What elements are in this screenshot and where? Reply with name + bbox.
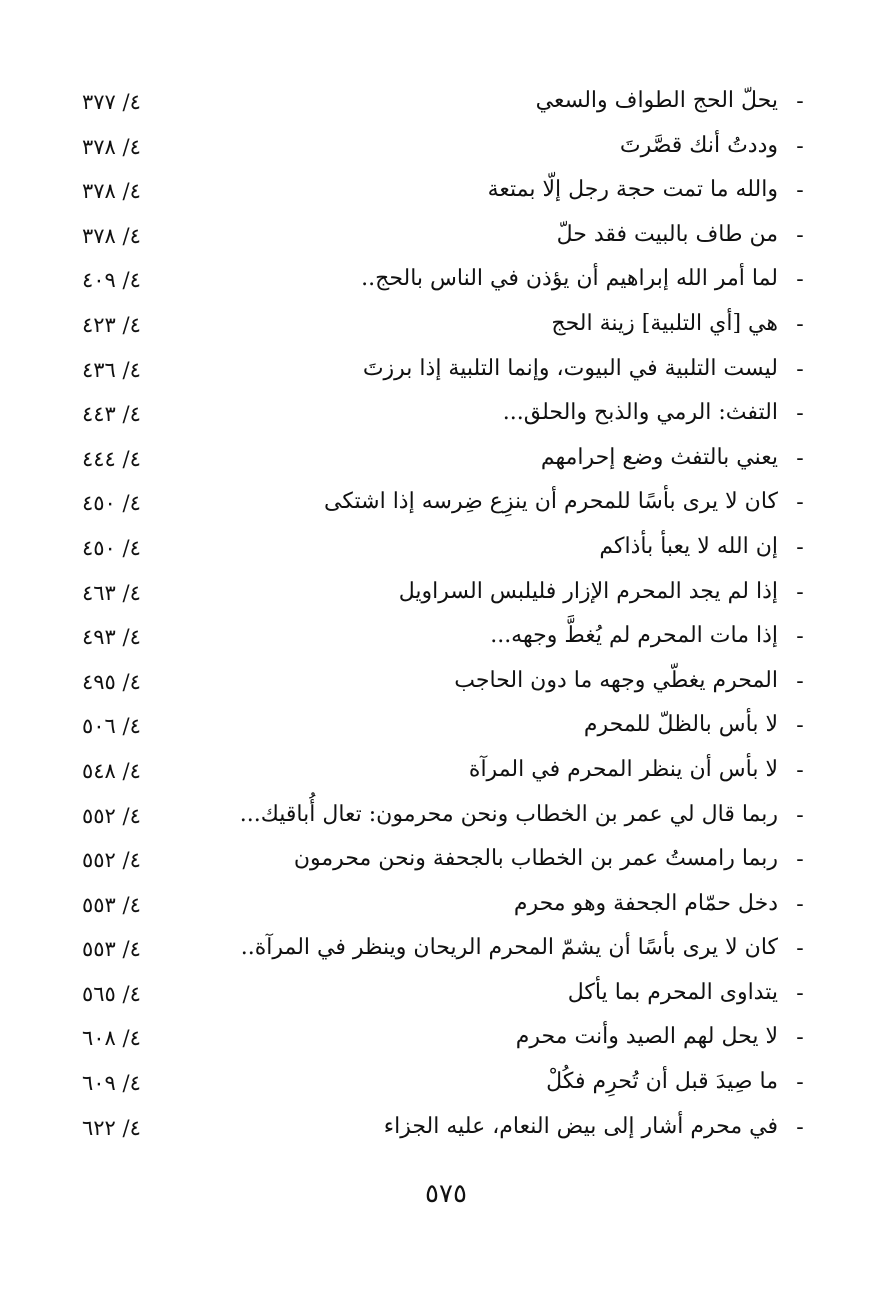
entry-reference: ٤/ ٦٠٨ xyxy=(82,1026,141,1051)
index-entry xyxy=(70,929,812,974)
entry-text: لا يحل لهم الصيد وأنت محرم xyxy=(515,1024,778,1050)
index-entry xyxy=(70,260,812,305)
index-entry xyxy=(70,974,812,1019)
index-entry-list xyxy=(70,82,812,1152)
entry-reference: ٤/ ٥٦٥ xyxy=(82,981,141,1006)
entry-reference: ٤/ ٤٩٥ xyxy=(82,669,141,694)
entry-dash: - xyxy=(796,891,804,917)
entry-text: يتداوى المحرم بما يأكل xyxy=(567,979,778,1005)
index-entry xyxy=(70,483,812,528)
entry-dash: - xyxy=(796,668,804,694)
index-entry xyxy=(70,617,812,662)
entry-reference: ٤/ ٣٧٨ xyxy=(82,223,141,248)
entry-text: ربما رامستُ عمر بن الخطاب بالجحفة ونحن محرمون xyxy=(293,846,778,872)
index-entry xyxy=(70,216,812,261)
index-entry xyxy=(70,1063,812,1108)
entry-reference: ٤/ ٥٥٣ xyxy=(82,937,141,962)
entry-reference: ٤/ ٦٠٩ xyxy=(82,1071,141,1096)
entry-reference: ٤/ ٣٧٧ xyxy=(82,90,141,114)
entry-text: في محرم أشار إلى بيض النعام، عليه الجزاء xyxy=(383,1113,778,1139)
entry-reference: ٤/ ٥٥٢ xyxy=(82,848,141,873)
entry-text: يحلّ الحج الطواف والسعي xyxy=(535,88,778,113)
entry-reference: ٤/ ٤٩٣ xyxy=(82,625,141,650)
entry-dash: - xyxy=(796,802,804,828)
entry-text: من طاف بالبيت فقد حلّ xyxy=(556,221,778,247)
entry-reference: ٤/ ٥٠٦ xyxy=(82,714,141,739)
entry-text: التفث: الرمي والذبح والحلق... xyxy=(502,400,778,426)
entry-dash: - xyxy=(796,490,804,516)
entry-reference: ٤/ ٤٦٣ xyxy=(82,580,141,605)
index-entry xyxy=(70,1018,812,1063)
entry-reference: ٤/ ٤٣٦ xyxy=(82,357,141,382)
entry-dash: - xyxy=(796,713,804,739)
entry-reference: ٤/ ٤٥٠ xyxy=(82,491,141,516)
entry-dash: - xyxy=(796,980,804,1006)
entry-reference: ٤/ ٤٤٣ xyxy=(82,402,141,427)
index-entry xyxy=(70,573,812,618)
entry-dash: - xyxy=(796,624,804,650)
entry-text: لما أمر الله إبراهيم أن يؤذن في الناس بالحج.. xyxy=(361,266,778,292)
index-entry xyxy=(70,350,812,395)
entry-reference: ٤/ ٥٤٨ xyxy=(82,758,141,783)
entry-text: هي [أي التلبية] زينة الحج xyxy=(551,310,778,336)
entry-reference: ٤/ ٣٧٨ xyxy=(82,179,141,204)
index-entry xyxy=(70,796,812,841)
entry-dash: - xyxy=(796,534,804,560)
index-entry xyxy=(70,528,812,573)
entry-text: لا بأس بالظلّ للمحرم xyxy=(583,712,778,738)
entry-text: والله ما تمت حجة رجل إلّا بمتعة xyxy=(487,177,778,203)
index-entry xyxy=(70,439,812,484)
entry-dash: - xyxy=(796,178,804,204)
entry-dash: - xyxy=(796,445,804,471)
entry-text: إذا مات المحرم لم يُغطَّ وجهه... xyxy=(490,623,778,649)
index-entry xyxy=(70,706,812,751)
entry-text: لا بأس أن ينظر المحرم في المرآة xyxy=(468,756,778,782)
entry-dash: - xyxy=(796,89,804,114)
entry-dash: - xyxy=(796,936,804,962)
index-entry xyxy=(70,127,812,172)
entry-dash: - xyxy=(796,356,804,382)
entry-dash: - xyxy=(796,1114,804,1140)
entry-text: كان لا يرى بأسًا للمحرم أن ينزِع ضِرسه إذا اشتكى xyxy=(324,489,778,515)
entry-text: ما صِيدَ قبل أن تُحرِم فكُلْ xyxy=(546,1069,778,1095)
entry-dash: - xyxy=(796,1070,804,1096)
index-entry xyxy=(70,82,812,127)
index-entry xyxy=(70,171,812,216)
entry-reference: ٤/ ٤٠٩ xyxy=(82,268,141,293)
entry-text: كان لا يرى بأسًا أن يشمّ المحرم الريحان وينظر في المرآة.. xyxy=(240,935,778,961)
entry-text: المحرم يغطّي وجهه ما دون الحاجب xyxy=(454,667,778,693)
entry-dash: - xyxy=(796,579,804,605)
entry-reference: ٤/ ٥٥٢ xyxy=(82,803,141,828)
entry-text: وددتُ أنك قصَّرتَ xyxy=(619,132,778,158)
index-entry xyxy=(70,751,812,796)
entry-dash: - xyxy=(796,133,804,159)
entry-reference: ٤/ ٤٥٠ xyxy=(82,535,141,560)
index-entry xyxy=(70,885,812,930)
index-entry xyxy=(70,840,812,885)
entry-dash: - xyxy=(796,1025,804,1051)
index-entry xyxy=(70,394,812,439)
entry-text: إن الله لا يعبأ بأذاكم xyxy=(599,533,778,559)
entry-text: دخل حمّام الجحفة وهو محرم xyxy=(513,890,778,916)
entry-dash: - xyxy=(796,222,804,248)
entry-reference: ٤/ ٤٤٤ xyxy=(82,446,141,471)
page-number: ٥٧٥ xyxy=(425,1179,467,1209)
entry-reference: ٤/ ٣٧٨ xyxy=(82,134,141,159)
index-entry xyxy=(70,305,812,350)
entry-text: ليست التلبية في البيوت، وإنما التلبية إذا برزتَ xyxy=(362,355,778,381)
entry-text: إذا لم يجد المحرم الإزار فليلبس السراويل xyxy=(398,578,778,604)
entry-dash: - xyxy=(796,267,804,293)
entry-dash: - xyxy=(796,757,804,783)
entry-dash: - xyxy=(796,311,804,337)
entry-reference: ٤/ ٦٢٢ xyxy=(82,1115,141,1140)
entry-text: ربما قال لي عمر بن الخطاب ونحن محرمون: تعال أُباقيك... xyxy=(239,801,778,827)
index-entry xyxy=(70,662,812,707)
entry-text: يعني بالتفث وضع إحرامهم xyxy=(540,444,778,470)
entry-reference: ٤/ ٥٥٣ xyxy=(82,892,141,917)
entry-reference: ٤/ ٤٢٣ xyxy=(82,312,141,337)
entry-dash: - xyxy=(796,847,804,873)
entry-dash: - xyxy=(796,401,804,427)
index-entry xyxy=(70,1108,812,1153)
